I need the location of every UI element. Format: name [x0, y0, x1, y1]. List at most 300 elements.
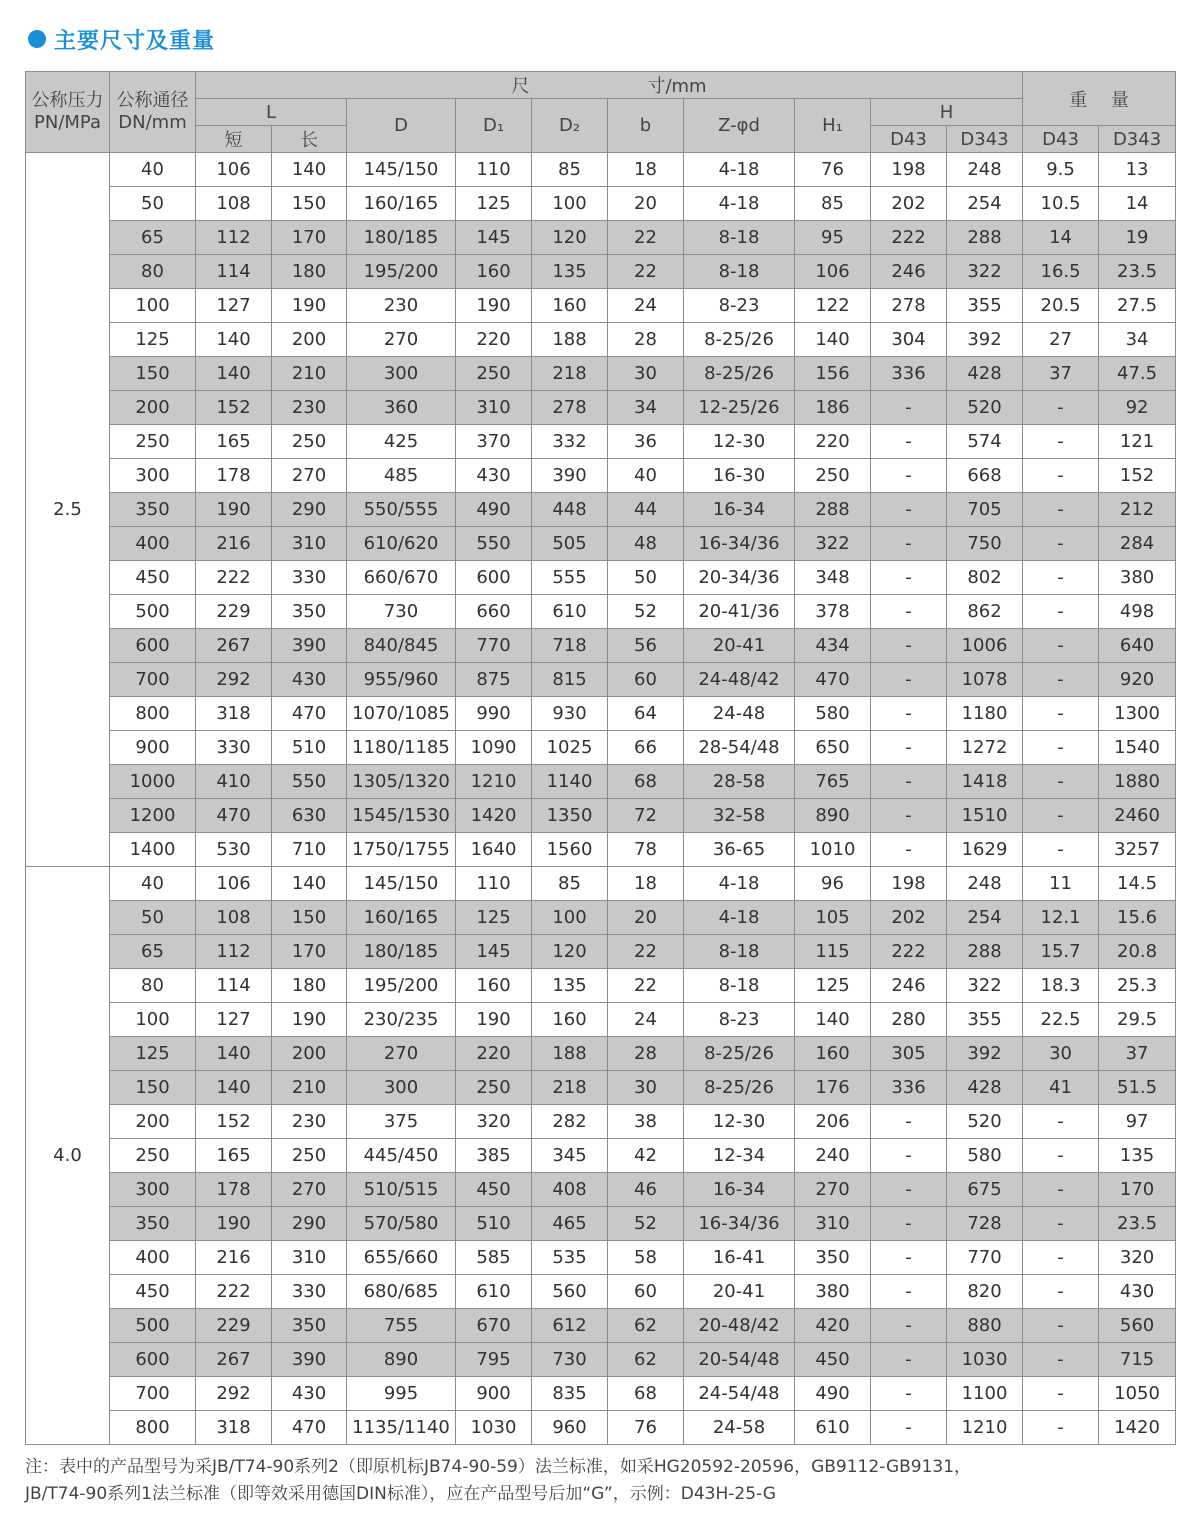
table-cell: 160 — [795, 1037, 871, 1071]
table-cell: 600 — [110, 629, 196, 663]
table-cell: 392 — [947, 323, 1023, 357]
table-cell: 770 — [947, 1241, 1023, 1275]
table-cell: 200 — [272, 323, 347, 357]
table-cell: 510 — [272, 731, 347, 765]
table-cell: 498 — [1099, 595, 1176, 629]
table-cell: 8-23 — [684, 289, 795, 323]
table-cell: - — [871, 1309, 947, 1343]
table-cell: 570/580 — [347, 1207, 456, 1241]
table-row — [26, 459, 1176, 493]
table-cell: 8-18 — [684, 255, 795, 289]
table-cell: 140 — [196, 323, 272, 357]
table-cell: - — [1023, 1173, 1099, 1207]
table-cell: 270 — [795, 1173, 871, 1207]
table-cell: 20.5 — [1023, 289, 1099, 323]
table-cell: 190 — [196, 493, 272, 527]
table-cell: 8-25/26 — [684, 1037, 795, 1071]
table-cell: 1000 — [110, 765, 196, 799]
table-cell: 20-54/48 — [684, 1343, 795, 1377]
table-cell: 135 — [1099, 1139, 1176, 1173]
table-cell: 800 — [110, 697, 196, 731]
table-cell: 795 — [456, 1343, 532, 1377]
table-cell: 68 — [608, 765, 684, 799]
table-cell: - — [1023, 1377, 1099, 1411]
dimension-weight-table — [25, 71, 1176, 1445]
table-cell: 960 — [532, 1411, 608, 1445]
table-cell: 206 — [795, 1105, 871, 1139]
table-cell: 930 — [532, 697, 608, 731]
table-cell: 750 — [947, 527, 1023, 561]
table-cell: 450 — [795, 1343, 871, 1377]
table-cell: 24-58 — [684, 1411, 795, 1445]
table-row — [26, 1105, 1176, 1139]
table-cell: 1090 — [456, 731, 532, 765]
table-cell: 12-30 — [684, 1105, 795, 1139]
table-cell: 610 — [795, 1411, 871, 1445]
section-title — [28, 22, 215, 56]
table-cell: 250 — [272, 425, 347, 459]
table-cell: 730 — [532, 1343, 608, 1377]
table-cell: 445/450 — [347, 1139, 456, 1173]
table-row — [26, 1309, 1176, 1343]
table-cell: 375 — [347, 1105, 456, 1139]
table-cell: 8-25/26 — [684, 1071, 795, 1105]
table-cell: - — [871, 1139, 947, 1173]
table-cell: 668 — [947, 459, 1023, 493]
table-cell: 420 — [795, 1309, 871, 1343]
table-row — [26, 833, 1176, 867]
table-cell: 11 — [1023, 867, 1099, 901]
table-cell: 125 — [795, 969, 871, 1003]
table-cell: 500 — [110, 595, 196, 629]
table-cell: 430 — [272, 663, 347, 697]
table-cell: 8-25/26 — [684, 357, 795, 391]
table-cell: 62 — [608, 1309, 684, 1343]
table-cell: 1300 — [1099, 697, 1176, 731]
table-cell: 50 — [110, 901, 196, 935]
table-cell: 1420 — [1099, 1411, 1176, 1445]
table-cell: 112 — [196, 935, 272, 969]
table-cell: 718 — [532, 629, 608, 663]
table-cell: 1200 — [110, 799, 196, 833]
table-cell: 270 — [347, 1037, 456, 1071]
table-cell: 85 — [795, 187, 871, 221]
table-cell: 1420 — [456, 799, 532, 833]
table-cell: - — [871, 1377, 947, 1411]
table-cell: 322 — [947, 255, 1023, 289]
table-cell: 100 — [110, 1003, 196, 1037]
table-cell: 135 — [532, 255, 608, 289]
table-row — [26, 1037, 1176, 1071]
footnote — [25, 1454, 1185, 1508]
table-cell: - — [871, 561, 947, 595]
table-cell: 350 — [795, 1241, 871, 1275]
table-cell: 310 — [272, 527, 347, 561]
table-cell: 355 — [947, 289, 1023, 323]
table-cell: 660 — [456, 595, 532, 629]
table-cell: 100 — [532, 187, 608, 221]
table-cell: 78 — [608, 833, 684, 867]
table-cell: 560 — [1099, 1309, 1176, 1343]
table-cell: 292 — [196, 663, 272, 697]
table-cell: 37 — [1023, 357, 1099, 391]
table-cell: 222 — [871, 221, 947, 255]
header-W-d43: D43 — [1023, 126, 1099, 153]
table-cell: 114 — [196, 969, 272, 1003]
table-cell: 990 — [456, 697, 532, 731]
table-row — [26, 1173, 1176, 1207]
table-cell: 660/670 — [347, 561, 456, 595]
table-cell: 348 — [795, 561, 871, 595]
table-cell: - — [871, 629, 947, 663]
table-row — [26, 867, 1176, 901]
table-row — [26, 1377, 1176, 1411]
table-cell: 318 — [196, 697, 272, 731]
table-row — [26, 1241, 1176, 1275]
table-cell: - — [1023, 1343, 1099, 1377]
table-cell: 715 — [1099, 1343, 1176, 1377]
header-D2: D₂ — [532, 99, 608, 153]
table-cell: 765 — [795, 765, 871, 799]
table-cell: 580 — [947, 1139, 1023, 1173]
table-cell: 222 — [871, 935, 947, 969]
table-cell: 610 — [532, 595, 608, 629]
table-cell: 190 — [272, 1003, 347, 1037]
table-row — [26, 765, 1176, 799]
table-cell: 560 — [532, 1275, 608, 1309]
table-cell: 200 — [110, 391, 196, 425]
table-cell: 350 — [110, 1207, 196, 1241]
table-cell: 218 — [532, 357, 608, 391]
table-cell: 60 — [608, 1275, 684, 1309]
table-cell: 305 — [871, 1037, 947, 1071]
table-cell: 300 — [110, 459, 196, 493]
table-cell: 165 — [196, 425, 272, 459]
table-cell: 36-65 — [684, 833, 795, 867]
table-row — [26, 969, 1176, 1003]
table-row — [26, 1003, 1176, 1037]
table-cell: - — [1023, 697, 1099, 731]
table-cell: 20 — [608, 187, 684, 221]
table-cell: 106 — [196, 153, 272, 187]
table-cell: 13 — [1099, 153, 1176, 187]
table-cell: 178 — [196, 459, 272, 493]
table-cell: 840/845 — [347, 629, 456, 663]
table-cell: 465 — [532, 1207, 608, 1241]
table-cell: 122 — [795, 289, 871, 323]
table-cell: 212 — [1099, 493, 1176, 527]
table-cell: 156 — [795, 357, 871, 391]
table-cell: 160 — [456, 255, 532, 289]
table-cell: 106 — [196, 867, 272, 901]
table-cell: 705 — [947, 493, 1023, 527]
table-cell: 220 — [795, 425, 871, 459]
table-cell: 165 — [196, 1139, 272, 1173]
table-cell: 510 — [456, 1207, 532, 1241]
table-cell: 22 — [608, 255, 684, 289]
table-cell: 24 — [608, 289, 684, 323]
table-cell: 530 — [196, 833, 272, 867]
table-cell: - — [1023, 833, 1099, 867]
table-row — [26, 1139, 1176, 1173]
table-row — [26, 1275, 1176, 1309]
table-cell: 535 — [532, 1241, 608, 1275]
table-cell: 95 — [795, 221, 871, 255]
table-cell: 18 — [608, 867, 684, 901]
table-cell: 85 — [532, 153, 608, 187]
table-cell: 96 — [795, 867, 871, 901]
table-cell: 1400 — [110, 833, 196, 867]
table-row — [26, 1207, 1176, 1241]
table-cell: 390 — [272, 629, 347, 663]
table-cell: 44 — [608, 493, 684, 527]
table-cell: 20.8 — [1099, 935, 1176, 969]
table-cell: 920 — [1099, 663, 1176, 697]
table-cell: 56 — [608, 629, 684, 663]
table-cell: 300 — [347, 1071, 456, 1105]
table-cell: 267 — [196, 1343, 272, 1377]
table-cell: 115 — [795, 935, 871, 969]
table-cell: 152 — [196, 1105, 272, 1139]
table-cell: 150 — [110, 1071, 196, 1105]
table-cell: 246 — [871, 969, 947, 1003]
table-cell: - — [871, 595, 947, 629]
table-cell: - — [1023, 1139, 1099, 1173]
table-cell: 222 — [196, 561, 272, 595]
table-cell: - — [1023, 425, 1099, 459]
table-cell: 140 — [795, 1003, 871, 1037]
table-cell: 135 — [532, 969, 608, 1003]
table-cell: 46 — [608, 1173, 684, 1207]
table-cell: 290 — [272, 493, 347, 527]
table-cell: 4-18 — [684, 901, 795, 935]
table-cell: - — [1023, 1207, 1099, 1241]
table-cell: 428 — [947, 357, 1023, 391]
table-cell: 16.5 — [1023, 255, 1099, 289]
table-cell: 170 — [1099, 1173, 1176, 1207]
table-cell: - — [1023, 493, 1099, 527]
table-cell: 50 — [608, 561, 684, 595]
table-cell: 320 — [1099, 1241, 1176, 1275]
table-cell: 40 — [608, 459, 684, 493]
table-cell: 108 — [196, 901, 272, 935]
table-cell: 14 — [1099, 187, 1176, 221]
table-cell: 300 — [110, 1173, 196, 1207]
table-cell: 470 — [196, 799, 272, 833]
table-cell: - — [871, 459, 947, 493]
table-cell: 229 — [196, 1309, 272, 1343]
table-cell: - — [1023, 731, 1099, 765]
table-cell: 490 — [456, 493, 532, 527]
table-cell: 76 — [795, 153, 871, 187]
table-cell: 390 — [532, 459, 608, 493]
table-cell: 282 — [532, 1105, 608, 1139]
table-cell: 630 — [272, 799, 347, 833]
table-cell: - — [1023, 799, 1099, 833]
table-row — [26, 153, 1176, 187]
table-cell: 670 — [456, 1309, 532, 1343]
table-cell: 8-18 — [684, 935, 795, 969]
table-cell: 23.5 — [1099, 1207, 1176, 1241]
table-cell: - — [1023, 527, 1099, 561]
table-cell: 820 — [947, 1275, 1023, 1309]
header-D: D — [347, 99, 456, 153]
table-cell: 1510 — [947, 799, 1023, 833]
table-cell: 728 — [947, 1207, 1023, 1241]
table-cell: 600 — [110, 1343, 196, 1377]
table-cell: 520 — [947, 391, 1023, 425]
table-cell: 200 — [110, 1105, 196, 1139]
table-cell: 27.5 — [1099, 289, 1176, 323]
table-cell: 140 — [272, 867, 347, 901]
table-cell: 254 — [947, 187, 1023, 221]
table-cell: 210 — [272, 357, 347, 391]
table-cell: - — [871, 833, 947, 867]
table-cell: 48 — [608, 527, 684, 561]
header-H-d43: D43 — [871, 126, 947, 153]
table-cell: 250 — [456, 357, 532, 391]
header-H-d343: D343 — [947, 126, 1023, 153]
table-cell: 310 — [795, 1207, 871, 1241]
table-cell: 1640 — [456, 833, 532, 867]
table-cell: 470 — [272, 1411, 347, 1445]
table-cell: 190 — [196, 1207, 272, 1241]
table-row — [26, 629, 1176, 663]
table-cell: 105 — [795, 901, 871, 935]
table-cell: 22 — [608, 221, 684, 255]
table-cell: 250 — [795, 459, 871, 493]
table-cell: 28-54/48 — [684, 731, 795, 765]
header-z: Z-φd — [684, 99, 795, 153]
table-cell: 220 — [456, 1037, 532, 1071]
table-cell: 30 — [608, 1071, 684, 1105]
table-cell: 145/150 — [347, 867, 456, 901]
table-cell: 58 — [608, 1241, 684, 1275]
table-cell: 186 — [795, 391, 871, 425]
table-cell: 250 — [272, 1139, 347, 1173]
table-row — [26, 255, 1176, 289]
table-cell: 470 — [272, 697, 347, 731]
table-cell: 510/515 — [347, 1173, 456, 1207]
table-cell: 120 — [532, 935, 608, 969]
table-cell: 550/555 — [347, 493, 456, 527]
table-cell: 410 — [196, 765, 272, 799]
table-cell: 190 — [272, 289, 347, 323]
table-cell: 195/200 — [347, 969, 456, 1003]
table-cell: 1540 — [1099, 731, 1176, 765]
table-cell: 520 — [947, 1105, 1023, 1139]
table-cell: 310 — [272, 1241, 347, 1275]
table-cell: 202 — [871, 901, 947, 935]
table-cell: 1210 — [947, 1411, 1023, 1445]
table-cell: 1006 — [947, 629, 1023, 663]
table-cell: 38 — [608, 1105, 684, 1139]
table-cell: - — [1023, 663, 1099, 697]
table-cell: 815 — [532, 663, 608, 697]
table-row — [26, 493, 1176, 527]
table-cell: 336 — [871, 357, 947, 391]
table-cell: 2460 — [1099, 799, 1176, 833]
table-cell: 1180/1185 — [347, 731, 456, 765]
table-cell: 160 — [532, 289, 608, 323]
table-cell: 9.5 — [1023, 153, 1099, 187]
table-cell: 125 — [456, 901, 532, 935]
table-cell: 76 — [608, 1411, 684, 1445]
table-cell: 278 — [871, 289, 947, 323]
table-cell: 40 — [110, 867, 196, 901]
table-cell: 127 — [196, 1003, 272, 1037]
table-cell: 152 — [1099, 459, 1176, 493]
table-cell: 320 — [456, 1105, 532, 1139]
table-cell: 180 — [272, 969, 347, 1003]
table-cell: 835 — [532, 1377, 608, 1411]
table-cell: 190 — [456, 289, 532, 323]
table-cell: 30 — [1023, 1037, 1099, 1071]
table-cell: 890 — [347, 1343, 456, 1377]
table-cell: 28 — [608, 323, 684, 357]
table-cell: 140 — [795, 323, 871, 357]
table-cell: 188 — [532, 1037, 608, 1071]
table-cell: 68 — [608, 1377, 684, 1411]
table-cell: 16-34 — [684, 1173, 795, 1207]
table-cell: 1180 — [947, 697, 1023, 731]
table-row — [26, 663, 1176, 697]
table-row — [26, 561, 1176, 595]
table-cell: 220 — [456, 323, 532, 357]
table-cell: 114 — [196, 255, 272, 289]
table-cell: 176 — [795, 1071, 871, 1105]
table-cell: 250 — [110, 425, 196, 459]
table-cell: 18.3 — [1023, 969, 1099, 1003]
table-cell: 22.5 — [1023, 1003, 1099, 1037]
table-cell: 700 — [110, 1377, 196, 1411]
table-row — [26, 357, 1176, 391]
table-cell: 16-34/36 — [684, 1207, 795, 1241]
table-cell: 18 — [608, 153, 684, 187]
table-cell: 4-18 — [684, 153, 795, 187]
table-cell: 288 — [947, 221, 1023, 255]
table-cell: 574 — [947, 425, 1023, 459]
table-cell: 110 — [456, 153, 532, 187]
table-cell: 1025 — [532, 731, 608, 765]
header-dn: 公称通径 DN/mm — [110, 72, 196, 153]
table-cell: 110 — [456, 867, 532, 901]
table-cell: 160 — [532, 1003, 608, 1037]
table-cell: 106 — [795, 255, 871, 289]
table-cell: 80 — [110, 969, 196, 1003]
table-cell: 50 — [110, 187, 196, 221]
table-cell: 345 — [532, 1139, 608, 1173]
table-cell: 140 — [196, 357, 272, 391]
table-cell: 610/620 — [347, 527, 456, 561]
table-cell: 240 — [795, 1139, 871, 1173]
table-cell: 428 — [947, 1071, 1023, 1105]
footnote-line-2: JB/T74-90系列1法兰标准（即等效采用德国DIN标准），应在产品型号后加“G”，示例：D43H-25-G — [25, 1484, 776, 1504]
table-cell: 430 — [456, 459, 532, 493]
table-cell: 145 — [456, 221, 532, 255]
table-cell: 12-34 — [684, 1139, 795, 1173]
table-cell: 680/685 — [347, 1275, 456, 1309]
table-cell: 80 — [110, 255, 196, 289]
table-cell: 198 — [871, 153, 947, 187]
table-cell: - — [1023, 1241, 1099, 1275]
table-cell: - — [871, 1173, 947, 1207]
header-H: H — [871, 99, 1023, 126]
table-cell: 675 — [947, 1173, 1023, 1207]
table-cell: 385 — [456, 1139, 532, 1173]
header-b: b — [608, 99, 684, 153]
table-cell: 20 — [608, 901, 684, 935]
